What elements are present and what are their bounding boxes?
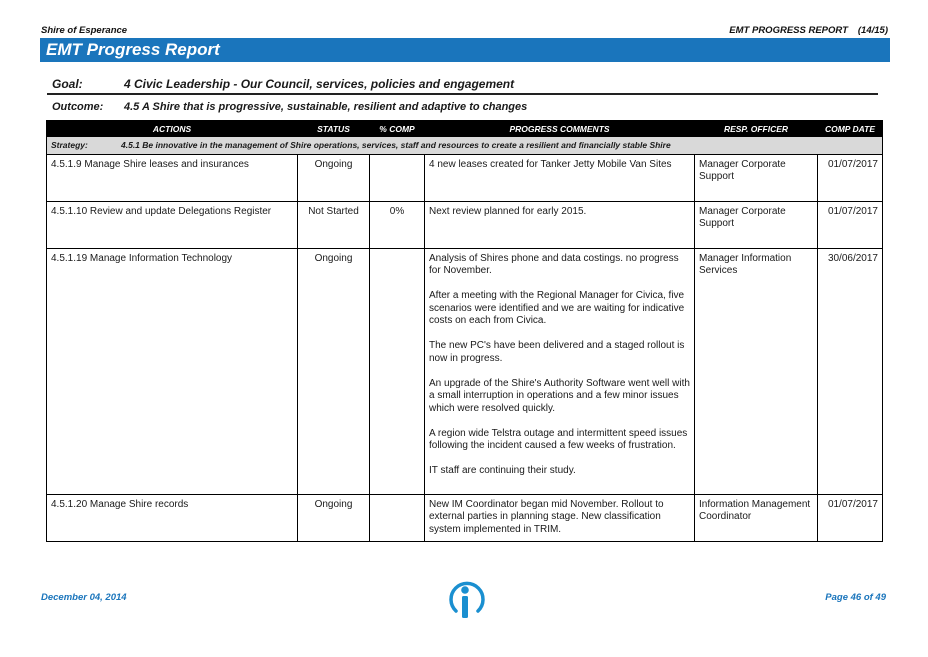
comment-paragraph: After a meeting with the Regional Manager for Civica, five scenarios were identified and we are waiting for indicative costs on each from Civica. xyxy=(429,290,685,326)
table-row xyxy=(47,201,883,248)
column-header-actions: ACTIONS xyxy=(47,121,298,137)
date-cell: 30/06/2017 xyxy=(818,248,883,494)
column-header-officer: RESP. OFFICER xyxy=(695,121,818,137)
date-cell: 01/07/2017 xyxy=(818,494,883,541)
comment-paragraph: Analysis of Shires phone and data costings. no progress for November. xyxy=(429,252,679,276)
comment-paragraph: A region wide Telstra outage and intermittent speed issues following the incident caused a few weeks of frustration. xyxy=(429,427,688,451)
comment-paragraph: An upgrade of the Shire's Authority Software went well with a small interruption in operations and a few minor issues which were resolved quickly. xyxy=(429,377,690,414)
strategy-label: Strategy: xyxy=(51,140,88,150)
comp-cell xyxy=(370,154,425,201)
status-cell: Ongoing xyxy=(298,154,370,201)
action-cell: 4.5.1.9 Manage Shire leases and insurances xyxy=(47,154,298,201)
comp-cell xyxy=(370,248,425,494)
comp-cell xyxy=(370,494,425,541)
page-title: EMT Progress Report xyxy=(46,40,220,59)
table-row xyxy=(47,154,883,201)
goal-divider xyxy=(47,93,878,95)
goal-text: 4 Civic Leadership - Our Council, services, policies and engagement xyxy=(124,77,515,91)
status-cell: Ongoing xyxy=(298,494,370,541)
officer-cell: Manager Corporate Support xyxy=(695,154,818,201)
action-cell: 4.5.1.20 Manage Shire records xyxy=(47,494,298,541)
comments-cell xyxy=(425,494,695,541)
column-header-comp: % COMP xyxy=(370,121,425,137)
outcome-text: 4.5 A Shire that is progressive, sustainable, resilient and adaptive to changes xyxy=(124,101,528,113)
comments-cell xyxy=(425,201,695,248)
status-cell: Ongoing xyxy=(298,248,370,494)
officer-cell: Manager Information Services xyxy=(695,248,818,494)
footer-date: December 04, 2014 xyxy=(41,592,127,603)
strategy-row xyxy=(47,137,883,155)
section-indicator: (14/15) xyxy=(857,25,888,36)
comment-paragraph: New IM Coordinator began mid November. Rollout to external parties in planning stage. New classification system implemented in TRIM. xyxy=(429,498,664,535)
comment-paragraph: The new PC's have been delivered and a staged rollout is now in progress. xyxy=(429,340,685,364)
action-cell: 4.5.1.19 Manage Information Technology xyxy=(47,248,298,494)
footer-page-number: Page 46 of 49 xyxy=(825,592,886,603)
report-header xyxy=(729,25,888,36)
status-cell: Not Started xyxy=(298,201,370,248)
goal-label: Goal: xyxy=(52,77,83,91)
column-header-status: STATUS xyxy=(298,121,370,137)
comment-paragraph: Next review planned for early 2015. xyxy=(429,205,587,217)
strategy-text: 4.5.1 Be innovative in the management of Shire operations, services, staff and resources to create a resilient and financially stable Shire xyxy=(121,140,671,150)
date-cell: 01/07/2017 xyxy=(818,201,883,248)
title-bar xyxy=(40,38,890,62)
comment-paragraph: 4 new leases created for Tanker Jetty Mobile Van Sites xyxy=(429,158,672,170)
officer-cell: Information Management Coordinator xyxy=(695,494,818,541)
comp-cell: 0% xyxy=(370,201,425,248)
strategy-cell xyxy=(47,137,883,155)
column-header-comments: PROGRESS COMMENTS xyxy=(425,121,695,137)
organization-name: Shire of Esperance xyxy=(41,25,128,36)
shire-logo-icon xyxy=(442,577,488,619)
table-header-row xyxy=(47,121,883,137)
action-cell: 4.5.1.10 Review and update Delegations Register xyxy=(47,201,298,248)
comment-paragraph: IT staff are continuing their study. xyxy=(429,465,576,476)
officer-cell: Manager Corporate Support xyxy=(695,201,818,248)
date-cell: 01/07/2017 xyxy=(818,154,883,201)
outcome-label: Outcome: xyxy=(52,101,104,113)
actions-table xyxy=(46,120,883,542)
comments-cell xyxy=(425,154,695,201)
column-header-date: COMP DATE xyxy=(818,121,883,137)
report-name: EMT PROGRESS REPORT xyxy=(729,25,848,36)
comments-cell xyxy=(425,248,695,494)
table-row xyxy=(47,248,883,494)
table-row xyxy=(47,494,883,541)
